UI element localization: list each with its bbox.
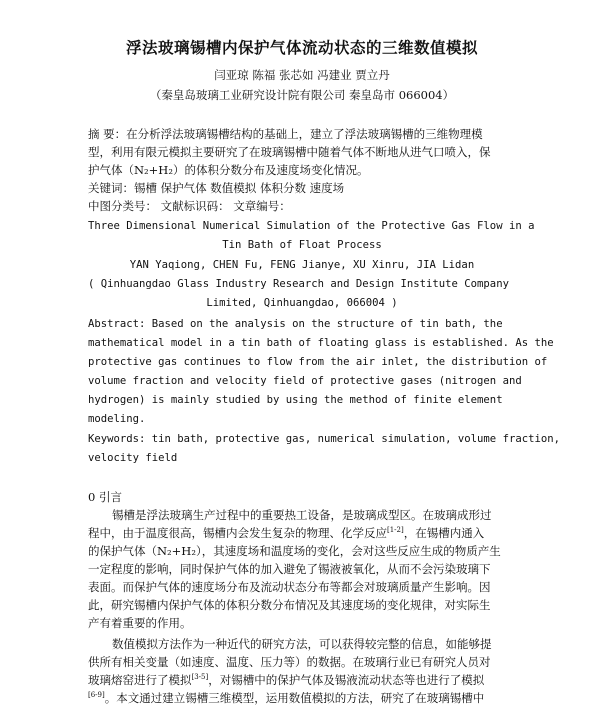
intro-para1-line: 产有着重要的作用。: [88, 616, 192, 630]
keywords-cn: 关键词：锡槽 保护气体 数值模拟 体积分数 速度场: [88, 181, 345, 195]
intro-para1-line: 表面。而保护气体的速度场分布及流动状态分布等都会对玻璃质量产生影响。因: [88, 580, 491, 594]
intro-para1-line: 一定程度的影响，同时保护气体的加入避免了锡液被氧化，从而不会污染玻璃下: [88, 562, 491, 576]
affiliation-en-line: ( Qinhuangdao Glass Industry Research and Design Institute Company: [88, 278, 509, 290]
intro-para1-line: 程中，由于温度很高，锡槽内会发生复杂的物理、化学反应[1-2]，在锡槽内通入: [88, 526, 485, 540]
affiliation-cn: （秦皇岛玻璃工业研究设计院有限公司 秦皇岛市 066004）: [149, 88, 455, 102]
citation-ref: [3-5]: [191, 673, 209, 682]
intro-para1-line: 的保护气体（N₂+H₂），其速度场和温度场的变化，会对这些反应生成的物质产生: [88, 544, 501, 558]
classification-line: 中图分类号： 文献标识码： 文章编号：: [88, 199, 291, 213]
title-en-line: Tin Bath of Float Process: [222, 239, 382, 251]
intro-para2-line: 供所有相关变量（如速度、温度、压力等）的数据。在玻璃行业已有研究人员对: [88, 655, 491, 669]
affiliation-en-line: Limited, Qinhuangdao, 066004 ): [206, 297, 398, 309]
keywords-en-line: Keywords: tin bath, protective gas, numerical simulation, volume fraction,: [88, 433, 560, 445]
abstract-en-line: mathematical model in a tin bath of floating glass is established. As the: [88, 337, 554, 349]
intro-para1-line: 此，研究锡槽内保护气体的体积分数分布情况及其速度场的变化规律，对实际生: [88, 598, 491, 612]
abstract-en-line: hydrogen) is mainly studied by using the method of finite element: [88, 394, 503, 406]
intro-para2-line: [6-9]。本文通过建立锡槽三维模型，运用数值模拟的方法，研究了在玻璃锡槽中: [88, 691, 485, 705]
citation-ref: [6-9]: [88, 691, 105, 700]
paper-title: 浮法玻璃锡槽内保护气体流动状态的三维数值模拟: [125, 38, 478, 57]
abstract-cn-line: 型，利用有限元模拟主要研究了在玻璃锡槽中随着气体不断地从进气口喷入，保: [88, 145, 491, 159]
title-en-line: Three Dimensional Numerical Simulation of the Protective Gas Flow in a: [88, 220, 535, 232]
abstract-en-line: modeling.: [88, 413, 146, 425]
intro-para1-line: 锡槽是浮法玻璃生产过程中的重要热工设备，是玻璃成型区。在玻璃成形过: [112, 508, 492, 522]
authors-en: YAN Yaqiong, CHEN Fu, FENG Jianye, XU Xinru, JIA Lidan: [129, 259, 475, 271]
citation-ref: [1-2]: [387, 526, 404, 535]
keywords-en-line: velocity field: [88, 452, 178, 464]
section-heading: 0 引言: [88, 490, 122, 504]
intro-para2-line: 数值模拟方法作为一种近代的研究方法，可以获得较完整的信息，如能够提: [112, 637, 492, 651]
intro-para2-line: 玻璃熔窑进行了模拟[3-5]，对锡槽中的保护气体及锡液流动状态等也进行了模拟: [88, 673, 485, 687]
abstract-cn-line: 护气体（N₂+H₂）的体积分数分布及速度场变化情况。: [88, 163, 369, 177]
abstract-en-line: protective gas continues to flow from the air inlet, the distribution of: [88, 356, 548, 368]
abstract-en-line: volume fraction and velocity field of protective gases (nitrogen and: [88, 375, 522, 387]
abstract-cn-line: 摘 要：在分析浮法玻璃锡槽结构的基础上，建立了浮法玻璃锡槽的三维物理模: [88, 127, 483, 141]
authors-cn: 闫亚琼 陈福 张芯如 冯建业 贾立丹: [214, 68, 390, 82]
abstract-en-line: Abstract: Based on the analysis on the structure of tin bath, the: [88, 318, 503, 330]
